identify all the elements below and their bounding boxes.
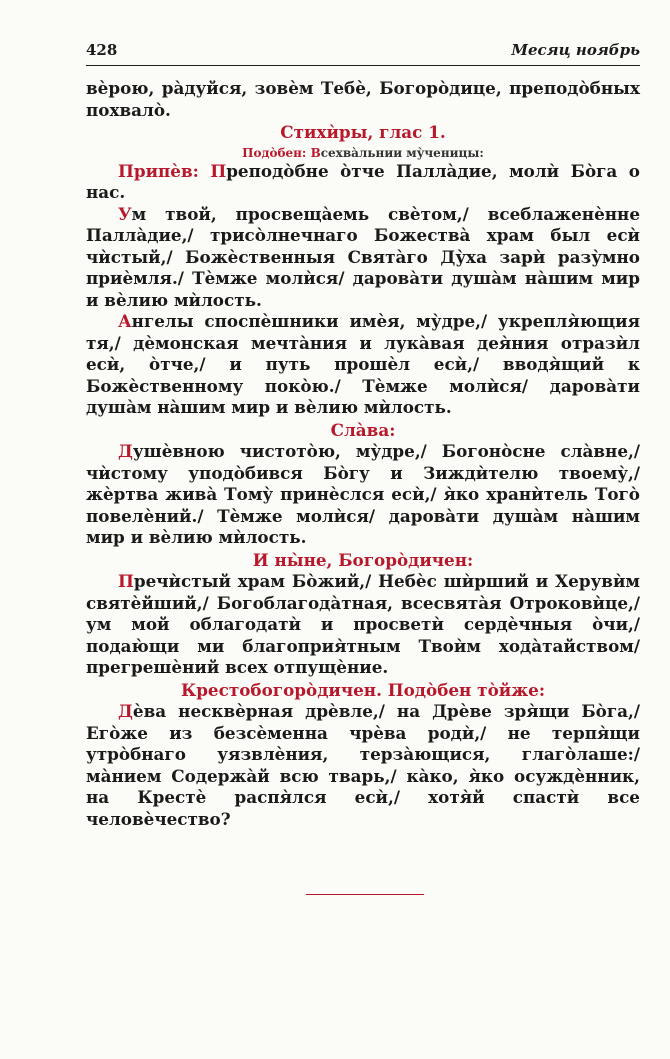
- refrain-paragraph: [86, 161, 640, 204]
- intro-paragraph: вѐрою, ра̀дуйся, зовѐм Тебѐ, Богоро̀дице, преподо̀бных похвало̀.: [86, 78, 640, 120]
- refrain-label: Припѐв:: [118, 160, 199, 181]
- slava-heading: Сла̀ва:: [330, 419, 396, 440]
- sticheron-1-text: м твой, просвеща̀емь свѐтом,/ всеблаженѐнне Палла̀дие,/ трисо̀лнечнаго Божества̀ храм был есѝ чѝстый,/ Божѐственныя Свята̀го Ду̀ха зарѝ разу̀мно приѐмля./ Тѐмже молѝся/ дарова̀ти душа̀м на̀шим мир и вѐлию мѝлость.: [86, 203, 640, 310]
- running-title: Месяц ноябрь: [511, 41, 640, 59]
- krestobogorodichen-text: ѐва несквѐрная дрѐвле,/ на Дрѐве зря̀щи Бо̀га,/ Его̀же из безсѐменна чрѐва родѝ,/ не терпя̀щи утро̀бнаго уязвлѐния, терза̀ющися, глаго̀лаше:/ ма̀нием Содержа̀й всю тварь,/ ка̀ко, я̀ко осуждѐнник, на Крестѐ распя̀лся есѝ,/ хотя̀й спастѝ все человѐчество?: [86, 701, 640, 829]
- podoben-label: Подо̀бен:: [242, 145, 307, 160]
- page-number: 428: [86, 41, 118, 59]
- page: [86, 40, 640, 830]
- sticheron-1-initial: У: [118, 203, 132, 224]
- podoben-initial: В: [310, 145, 321, 160]
- page-header: [86, 40, 640, 66]
- end-ornament-line: [306, 894, 424, 895]
- bogorodichen-text: речѝстый храм Бо̀жий,/ Небѐс шѝрший и Херувѝм святѐйший,/ Богоблагода̀тная, всесвята̀я Отроковѝце,/ ум мой облагодатѝ и просветѝ сердѐчныя о̀чи,/ подаю̀щи ми благоприя̀тным Твоѝм хода̀тайством/ прегрешѐний всех отпущѐние.: [86, 571, 640, 677]
- stichera-heading: Стихѝры, глас 1.: [280, 122, 446, 142]
- krestobogorodichen-paragraph: [86, 701, 640, 830]
- slava-text: ушѐвною чистото̀ю, му̀дре,/ Богоно̀сне сла̀вне,/ чѝстому уподо̀бився Бо̀гу и Зиждѝтелю твоему̀,/ жѐртва жива̀ Тому̀ принѐслся есѝ,/ я̀ко хранѝтель Того̀ повелѐний./ Тѐмже молѝся/ дарова̀ти душа̀м на̀шим мир и вѐлию мѝлость.: [86, 441, 640, 547]
- sticheron-2-text: нгелы споспѐшники имѐя, му̀дре,/ укрепля̀ющия тя,/ дѐмонская мечта̀ния и лука̀вая дея̀ния отразѝл есѝ, о̀тче,/ и путь прошѐл есѝ,/ вводя̀щий к Божѐственному поко̀ю./ Тѐмже молѝся/ дарова̀ти душа̀м на̀шим мир и вѐлию мѝлость.: [86, 311, 640, 417]
- krestobogorodichen-initial: Д: [118, 701, 133, 721]
- sticheron-1: [86, 204, 640, 312]
- refrain-initial: П: [210, 160, 227, 181]
- inyne-heading: И ны̀не, Богоро̀дичен:: [252, 549, 474, 570]
- slava-paragraph: [86, 441, 640, 549]
- podoben-text: сехва̀льнии му̀ченицы:: [320, 145, 484, 160]
- slava-initial: Д: [118, 441, 133, 461]
- text-body: [86, 78, 640, 830]
- sticheron-2-initial: А: [118, 311, 132, 331]
- refrain-text: реподо̀бне о̀тче Палла̀дие, молѝ Бо̀га о нас.: [86, 160, 640, 202]
- bogorodichen-initial: П: [118, 571, 134, 591]
- bogorodichen-paragraph: [86, 571, 640, 679]
- sticheron-2: [86, 311, 640, 419]
- podoben-line: [86, 145, 640, 161]
- krestobogorodichen-heading: Крестобогоро̀дичен. Подо̀бен то̀йже:: [180, 679, 546, 700]
